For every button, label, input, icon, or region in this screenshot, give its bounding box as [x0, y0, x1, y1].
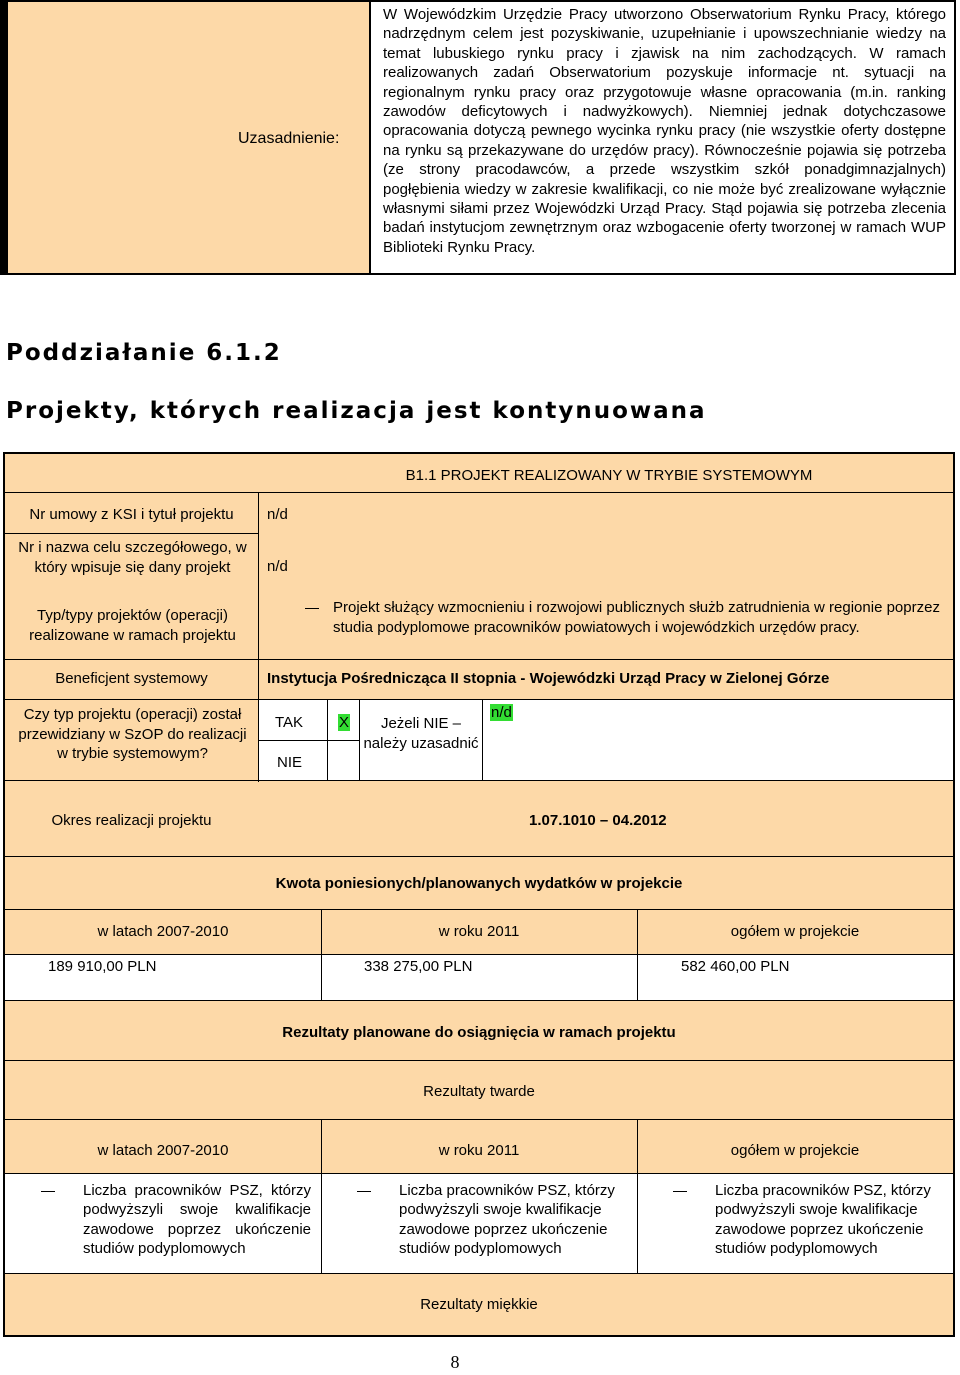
kwoty-row: [5, 955, 953, 1000]
tak-mark: X: [339, 714, 350, 731]
rezultaty-miekkie: Rezultaty miękkie: [420, 1296, 538, 1313]
rezultaty-header: Rezultaty planowane do osiągnięcia w ramach projektu: [282, 1024, 676, 1041]
col2-header-ogolem: ogółem w projekcie: [730, 1142, 860, 1159]
typ-value-item: [305, 598, 945, 637]
kwota-header: Kwota poniesionych/planowanych wydatków w projekcie: [275, 875, 683, 892]
heading-poddzialanie: Poddziałanie 6.1.2: [6, 340, 282, 366]
col-header-2007-2010: w latach 2007-2010: [97, 923, 229, 940]
typ-label: Typ/typy projektów (operacji) realizowane w ramach projektu: [29, 607, 236, 644]
kwota-2011: 338 275,00 PLN: [364, 958, 473, 975]
beneficjent-label: Beneficjent systemowy: [55, 670, 208, 687]
col2-header-2011: w roku 2011: [438, 1142, 520, 1159]
nr-umowy-value: n/d: [267, 506, 288, 523]
rezultat-ogolem: Liczba pracowników PSZ, którzy podwyższyli swoje kwalifikacje zawodowe poprzez ukończenie studiów podyplomowych: [673, 1181, 943, 1258]
table-header: B1.1 PROJEKT REALIZOWANY W TRYBIE SYSTEMOWYM: [405, 467, 813, 484]
col-header-2011: w roku 2011: [438, 923, 520, 940]
rezultat-2007-2010: Liczba pracowników PSZ, którzy podwyższyli swoje kwalifikacje zawodowe poprzez ukończenie studiów podyplomowych: [41, 1181, 311, 1259]
cel-label: Nr i nazwa celu szczegółowego, w który wpisuje się dany projekt: [18, 539, 247, 576]
col-header-ogolem: ogółem w projekcie: [730, 923, 860, 940]
nr-umowy-label: Nr umowy z KSI i tytuł projektu: [29, 506, 234, 523]
jezeli-label: Jeżeli NIE – należy uzasadnić: [363, 715, 479, 752]
kwota-2007-2010: 189 910,00 PLN: [48, 958, 157, 975]
page-number: 8: [450, 1352, 460, 1372]
uzasadnienie-label: Uzasadnienie:: [238, 130, 340, 147]
nie-option: NIE: [277, 754, 303, 771]
kwota-ogolem: 582 460,00 PLN: [681, 958, 790, 975]
rezultaty-row: [5, 1174, 953, 1273]
czy-answer-area: [259, 700, 955, 780]
cel-value: n/d: [267, 558, 288, 575]
uzasadnienie-text: W Wojewódzkim Urzędzie Pracy utworzono Obserwatorium Rynku Pracy, którego nadrzędnym celem jest pozyskiwanie, uzupełnianie i upowszechnianie wiedzy na temat lubuskiego rynku pracy i zjawisk na nim zachodzących. W ramach realizowanych zadań Obserwatorium pozyskuje informacje nt. sytuacji na regionalnym rynku pracy oraz przygotowuje własne opracowania (m.in. ranking zawodów deficytowych i nadwyżkowych). Niemniej jednak dotychczasowe opracowania dotyczą pewnego wycinka rynku pracy (nie wszystkie oferty dostępne na rynku są przekazywane do urzędów pracy). Równocześnie pojawia się potrzeba (ze strony pracodawców, a przede wszystkim szkół ponadgimnazjalnych) pogłębienia wiedzy w zakresie kwalifikacji, co nie może być zrealizowane wyłącznie własnymi siłami przez Wojewódzki Urząd Pracy. Stąd pojawia się potrzeba zlecenia badań instytucjom zewnętrznym oraz wzbogacenie oferty tworzonej w ramach WUP Biblioteki Rynku Pracy.: [370, 0, 956, 275]
uzasadnienie-label-cell: [6, 0, 370, 275]
okres-value: 1.07.1010 – 04.2012: [529, 812, 667, 829]
czy-label: Czy typ projektu (operacji) został przewidziany w SzOP do realizacji w trybie systemowym?: [18, 706, 247, 762]
beneficjent-value: Instytucja Pośrednicząca II stopnia - Wojewódzki Urząd Pracy w Zielonej Górze: [267, 670, 830, 687]
heading-projekty: Projekty, których realizacja jest kontynuowana: [6, 398, 707, 424]
col2-header-2007-2010: w latach 2007-2010: [97, 1142, 229, 1159]
tak-option: TAK: [275, 714, 304, 731]
rezultaty-twarde: Rezultaty twarde: [423, 1083, 535, 1100]
rezultat-2011: Liczba pracowników PSZ, którzy podwyższyli swoje kwalifikacje zawodowe poprzez ukończenie studiów podyplomowych: [357, 1181, 627, 1258]
okres-label: Okres realizacji projektu: [51, 812, 212, 829]
project-table: [3, 452, 955, 1337]
typ-value: Projekt służący wzmocnieniu i rozwojowi publicznych służb zatrudnienia w regionie poprzez studia podyplomowe pracowników powiatowych i wojewódzkich urzędów pracy.: [333, 599, 940, 636]
jezeli-value: n/d: [491, 704, 512, 721]
